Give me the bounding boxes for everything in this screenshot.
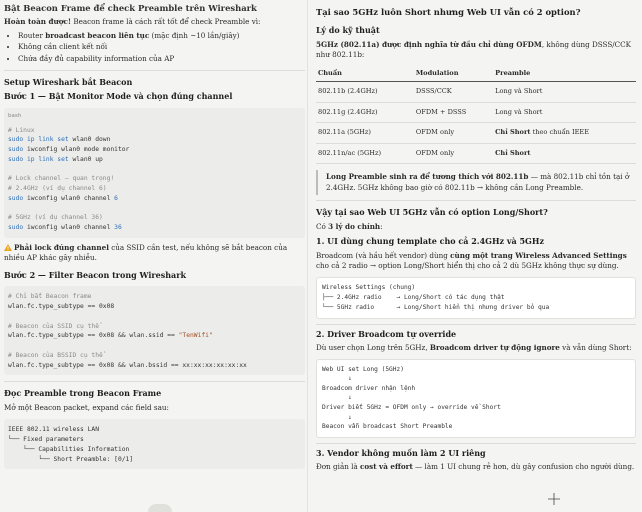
code-block-bash[interactable]: bash # Linux sudo ip link set wlan0 down sudo iwconfig wlan0 mode monitor sudo ip link set wlan0 up # Lock channel — quan trọng! # 2.4GHz (ví dụ channel 6) sudo iwconfig wlan0 channel 6 # 5GHz (ví dụ channel 36) sudo iwconfig wlan0 channel 36	[4, 108, 305, 238]
code-block-settings-tree[interactable]: Wireless Settings (chung) ├── 2.4GHz radio → Long/Short có tác dụng thật └── 5GHz radio → Long/Short hiển thị nhưng driver bỏ qua	[316, 277, 636, 319]
divider	[316, 443, 636, 444]
tech-reason-text: 5GHz (802.11a) được định nghĩa từ đầu chỉ dùng OFDM, không dùng DSSS/CCK như 802.11b:	[316, 39, 632, 60]
divider	[316, 324, 636, 325]
code-block-filter[interactable]: # Chỉ bắt Beacon frame wlan.fc.type_subtype == 0x08 # Beacon của SSID cụ thể wlan.fc.type_subtype == 0x08 && wlan.ssid == "TenWifi" # Beacon của BSSID cụ thể wlan.fc.type_subtype == 0x08 && wlan.bssid == xx:xx:xx:xx:xx:xx	[4, 286, 305, 375]
reason2-heading: 2. Driver Broadcom tự override	[316, 328, 457, 339]
code-block-tree[interactable]: IEEE 802.11 wireless LAN └── Fixed parameters └── Capabilities Information └── Short Preamble: [0/1]	[4, 419, 305, 469]
section-title: Bật Beacon Frame để check Preamble trên Wireshark	[4, 3, 257, 13]
step1-heading: Bước 1 — Bật Monitor Mode và chọn đúng channel	[4, 90, 233, 101]
code-block-flow[interactable]: Web UI set Long (5GHz) ↓ Broadcom driver nhận lệnh ↓ Driver biết 5GHz = OFDM only → override về Short ↓ Beacon vẫn broadcast Short Preamble	[316, 359, 636, 438]
reasons-intro: Có 3 lý do chính:	[316, 221, 383, 231]
table-row: 802.11g (2.4GHz) OFDM + DSSS Long và Short	[316, 102, 636, 123]
list-item: • Chứa đầy đủ capability information của AP	[18, 54, 305, 64]
reason1-text: Broadcom (và hầu hết vendor) dùng cùng một trang Wireless Advanced Settings cho cả 2 radio → option Long/Short hiển thị cho cả 2 dù 5GHz không thực sự dùng.	[316, 250, 627, 271]
blockquote: Long Preamble sinh ra để tương thích với 802.11b — mà 802.11b chỉ tồn tại ở 2.4GHz. 5GHz không bao giờ có 802.11b → không cần Long Preamble.	[316, 170, 636, 195]
list-item: • Router broadcast beacon liên tục (mặc định ~10 lần/giây)	[18, 31, 305, 41]
why-heading: Vậy tại sao Web UI 5GHz vẫn có option Long/Short?	[316, 207, 548, 218]
column-header: Modulation	[414, 66, 493, 82]
code-language-label: bash	[8, 113, 22, 120]
warning-note: Phải lock đúng channel của SSID cần test, nếu không sẽ bắt beacon của nhiều AP khác gây nhiễu.	[4, 242, 288, 263]
column-header: Preamble	[493, 66, 636, 82]
divider	[4, 70, 305, 71]
intro-text: Hoàn toàn được! Beacon frame là cách rất tốt để check Preamble vì:	[4, 17, 261, 27]
reason-list	[18, 31, 305, 64]
table-row: 802.11b (2.4GHz) DSSS/CCK Long và Short	[316, 82, 636, 103]
crosshair-cursor-icon	[548, 493, 560, 508]
reason2-text: Dù user chọn Long trên 5GHz, Broadcom driver tự động ignore và vẫn dùng Short:	[316, 343, 632, 353]
setup-heading: Setup Wireshark bắt Beacon	[4, 76, 133, 87]
divider	[4, 381, 305, 382]
reason3-heading: 3. Vendor không muốn làm 2 UI riêng	[316, 447, 486, 458]
reason3-text: Đơn giản là cost và effort — làm 1 UI chung rẻ hơn, dù gây confusion cho người dùng.	[316, 462, 635, 472]
right-column	[309, 0, 642, 512]
tech-reason-heading: Lý do kỹ thuật	[316, 25, 380, 36]
section-title: Tại sao 5GHz luôn Short nhưng Web UI vẫn có 2 option?	[316, 7, 581, 17]
column-header: Chuẩn	[316, 66, 414, 82]
read-preamble-text: Mở một Beacon packet, expand các field sau:	[4, 402, 169, 412]
divider	[316, 200, 636, 201]
list-item: • Không cần client kết nối	[18, 42, 305, 52]
standards-table	[316, 66, 636, 165]
scroll-handle[interactable]	[148, 504, 172, 512]
reason1-heading: 1. UI dùng chung template cho cả 2.4GHz và 5GHz	[316, 236, 544, 247]
table-header-row	[316, 66, 636, 82]
step2-heading: Bước 2 — Filter Beacon trong Wireshark	[4, 269, 186, 280]
table-row: 802.11n/ac (5GHz) OFDM only Chỉ Short	[316, 143, 636, 164]
table-row: 802.11a (5GHz) OFDM only Chỉ Short theo chuẩn IEEE	[316, 123, 636, 144]
read-preamble-heading: Đọc Preamble trong Beacon Frame	[4, 388, 162, 399]
warning-icon	[4, 244, 12, 251]
left-column	[0, 0, 309, 512]
